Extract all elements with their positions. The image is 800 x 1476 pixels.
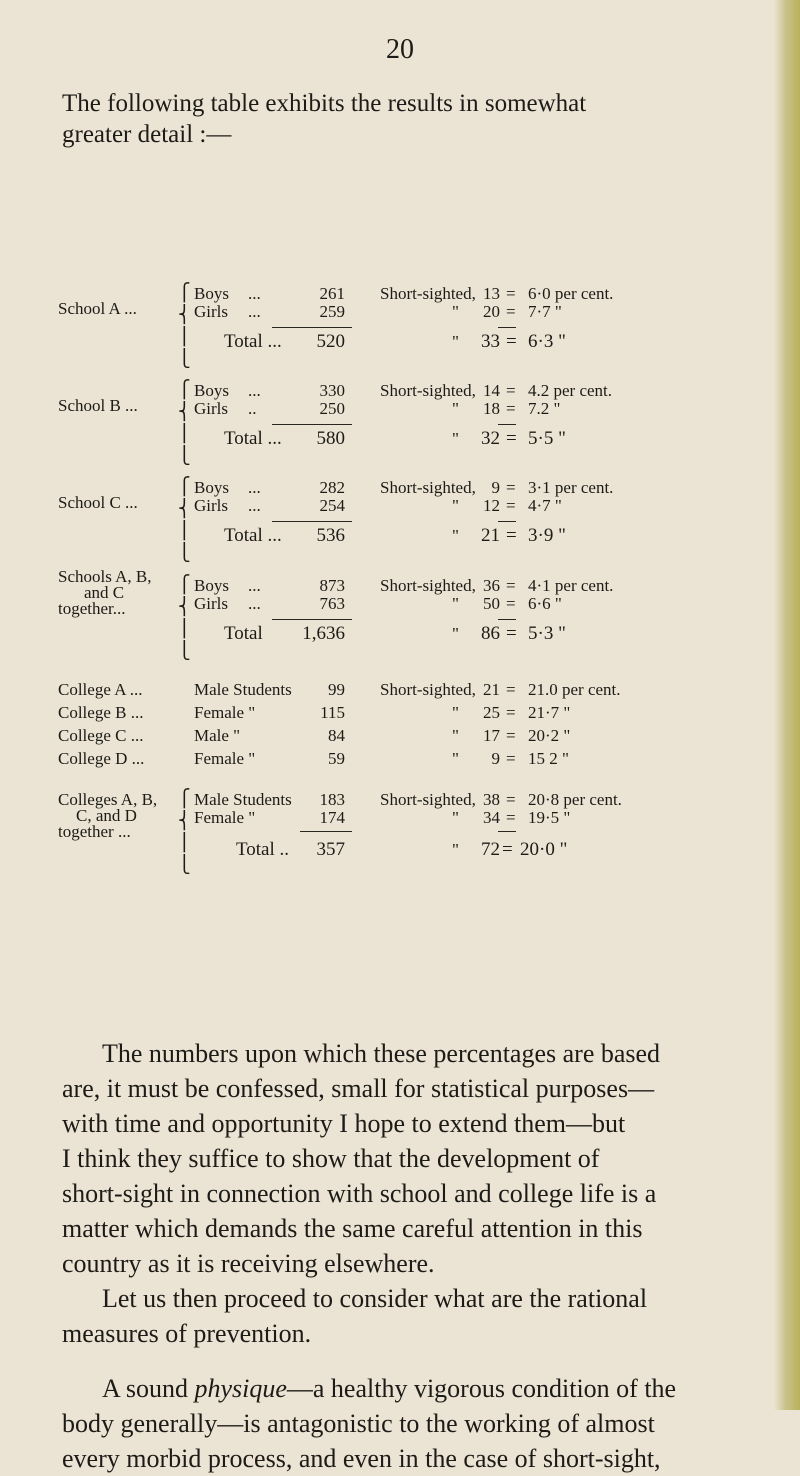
total-label: Total .. [236,839,290,860]
text-line: I think they suffice to show that the development of [62,1144,600,1173]
sum-rule [272,327,352,328]
group-name: School C ... [58,493,138,512]
brace: ⎧ ⎨ ⎪ ⎩ [178,789,191,875]
percentage: 20·2 " [528,726,571,745]
row-label: Girls [194,496,228,515]
short-sighted-count: 25 [483,703,500,722]
percentage: 21.0 per cent. [528,680,621,699]
percentage: 20·8 per cent. [528,790,622,809]
leader-dots: ... [248,496,261,515]
brace: ⎧ ⎨ ⎪ ⎩ [178,380,191,466]
ditto-mark: " [452,840,459,859]
group-name: School A ... [58,299,137,318]
equals-sign: = [506,428,517,449]
equals-sign: = [506,381,516,400]
percentage: 3·9 " [528,525,566,546]
row-count: 282 [319,478,345,497]
condition-label: Short-sighted, [380,478,476,497]
short-sighted-count: 86 [481,623,500,644]
intro-line: The following table exhibits the results in somewhat [62,90,587,117]
text-line [62,1371,752,1406]
percentage: 7.2 " [528,399,561,418]
equals-sign: = [506,790,516,809]
intro-line: greater detail :— [62,121,232,148]
short-sighted-count: 9 [491,478,500,497]
condition-label: Short-sighted, [380,680,476,699]
leader-dots: ... [248,478,261,497]
row-label: Girls [194,302,228,321]
text-line: Let us then proceed to consider what are the rational [102,1284,648,1313]
leader-dots: ... [248,576,261,595]
group-name: and C [84,583,125,602]
short-sighted-count: 36 [483,576,500,595]
equals-sign: = [506,749,516,768]
text-line: short-sight in connection with school and college life is a [62,1179,657,1208]
equals-sign: = [506,284,516,303]
condition-label: Short-sighted, [380,790,476,809]
leader-dots: .. [248,399,257,418]
text-line: country as it is receiving elsewhere. [62,1249,435,1278]
ditto-mark: " [452,808,459,827]
row-label: Boys [194,576,229,595]
row-label: Boys [194,381,229,400]
text-line: every morbid process, and even in the case of short-sight, [62,1444,661,1473]
percentage: 6·0 per cent. [528,284,614,303]
condition-label: Short-sighted, [380,381,476,400]
sum-rule [498,424,516,425]
leader-dots: ... [248,594,261,613]
ditto-mark: " [452,429,459,448]
short-sighted-count: 21 [483,680,500,699]
total-label: Total ... [224,525,282,546]
row-count: 174 [319,808,345,827]
text-line: measures of prevention. [62,1319,312,1348]
sum-rule [498,521,516,522]
body-text [62,1036,752,1476]
total-label: Total [224,623,263,644]
leader-dots: ... [248,381,261,400]
row-label: Girls [194,399,228,418]
text-line: with time and opportunity I hope to extend them—but [62,1109,626,1138]
percentage: 4.2 per cent. [528,381,613,400]
row-label: Female " [194,703,256,722]
ditto-mark: " [452,526,459,545]
sum-rule [300,831,352,832]
group-name: together... [58,599,126,618]
short-sighted-count: 20 [483,302,500,321]
group-name: School B ... [58,396,138,415]
equals-sign: = [506,808,516,827]
percentage: 6·3 " [528,331,566,352]
short-sighted-count: 18 [483,399,500,418]
sum-rule [272,521,352,522]
row-count: 261 [319,284,345,303]
row-count: 330 [319,381,345,400]
equals-sign: = [506,525,517,546]
paragraph [62,1036,752,1281]
row-label: Girls [194,594,228,613]
sum-rule [272,424,352,425]
row-count: 84 [328,726,345,745]
percentage: 5·5 " [528,428,566,449]
equals-sign: = [506,496,516,515]
percentage: 19·5 " [528,808,571,827]
sum-rule [272,619,352,620]
short-sighted-count: 33 [481,331,500,352]
row-label: Boys [194,478,229,497]
college-name: College A ... [58,680,143,699]
equals-sign: = [506,726,516,745]
ditto-mark: " [452,594,459,613]
text-run: —a healthy vigorous condition of the [286,1374,677,1403]
ditto-mark: " [452,624,459,643]
group-name: Colleges A, B, [58,790,158,809]
total-label: Total ... [224,428,282,449]
row-label: Female " [194,749,256,768]
equals-sign: = [506,680,516,699]
short-sighted-count: 9 [491,749,500,768]
short-sighted-count: 32 [481,428,500,449]
row-count: 250 [319,399,345,418]
row-label: Male Students [194,680,292,699]
percentage: 3·1 per cent. [528,478,614,497]
percentage: 20·0 " [520,839,568,860]
percentage: 21·7 " [528,703,571,722]
percentage: 5·3 " [528,623,566,644]
text-run: A sound [102,1374,195,1403]
condition-label: Short-sighted, [380,576,476,595]
college-name: College C ... [58,726,144,745]
brace: ⎧ ⎨ ⎪ ⎩ [178,575,191,661]
college-name: College D ... [58,749,145,768]
ditto-mark: " [452,496,459,515]
row-label: Male " [194,726,241,745]
ditto-mark: " [452,332,459,351]
equals-sign: = [506,594,516,613]
short-sighted-count: 72 [481,839,500,860]
ditto-mark: " [452,399,459,418]
total-count: 580 [316,428,345,449]
brace: ⎧ ⎨ ⎪ ⎩ [178,477,191,563]
equals-sign: = [502,839,513,860]
equals-sign: = [506,576,516,595]
condition-label: Short-sighted, [380,284,476,303]
equals-sign: = [506,703,516,722]
college-name: College B ... [58,703,144,722]
paragraph [62,1281,752,1351]
text-line: body generally—is antagonistic to the working of almost [62,1409,655,1438]
row-label: Boys [194,284,229,303]
equals-sign: = [506,399,516,418]
leader-dots: ... [248,284,261,303]
row-count: 873 [319,576,345,595]
italic-word: physique [194,1374,287,1403]
text-line: are, it must be confessed, small for statistical purposes— [62,1074,655,1103]
row-count: 59 [328,749,345,768]
short-sighted-count: 12 [483,496,500,515]
text-line: The numbers upon which these percentages are based [102,1039,661,1068]
short-sighted-count: 38 [483,790,500,809]
total-count: 536 [316,525,345,546]
ditto-mark: " [452,726,459,745]
row-count: 763 [319,594,345,613]
sum-rule [498,327,516,328]
short-sighted-count: 13 [483,284,500,303]
row-label: Male Students [194,790,292,809]
text-line: matter which demands the same careful attention in this [62,1214,643,1243]
brace: ⎧ ⎨ ⎪ ⎩ [178,283,191,369]
group-name: C, and D [76,806,137,825]
page-number: 20 [386,34,414,65]
percentage: 15 2 " [528,749,569,768]
short-sighted-count: 21 [481,525,500,546]
equals-sign: = [506,623,517,644]
ditto-mark: " [452,749,459,768]
row-count: 99 [328,680,345,699]
ditto-mark: " [452,703,459,722]
sum-rule [498,831,516,832]
total-label: Total ... [224,331,282,352]
row-label: Female " [194,808,256,827]
group-name: Schools A, B, [58,567,152,586]
equals-sign: = [506,478,516,497]
short-sighted-count: 17 [483,726,500,745]
row-count: 115 [320,703,345,722]
percentage: 4·7 " [528,496,562,515]
leader-dots: ... [248,302,261,321]
percentage: 7·7 " [528,302,562,321]
short-sighted-count: 34 [483,808,500,827]
short-sighted-count: 50 [483,594,500,613]
row-count: 259 [319,302,345,321]
total-count: 1,636 [302,623,345,644]
row-count: 183 [319,790,345,809]
percentage: 6·6 " [528,594,562,613]
percentage: 4·1 per cent. [528,576,614,595]
row-count: 254 [319,496,345,515]
ditto-mark: " [452,302,459,321]
total-count: 357 [316,839,345,860]
group-name: together ... [58,822,131,841]
equals-sign: = [506,331,517,352]
sum-rule [498,619,516,620]
equals-sign: = [506,302,516,321]
paragraph [62,1371,752,1476]
short-sighted-count: 14 [483,381,500,400]
total-count: 520 [316,331,345,352]
